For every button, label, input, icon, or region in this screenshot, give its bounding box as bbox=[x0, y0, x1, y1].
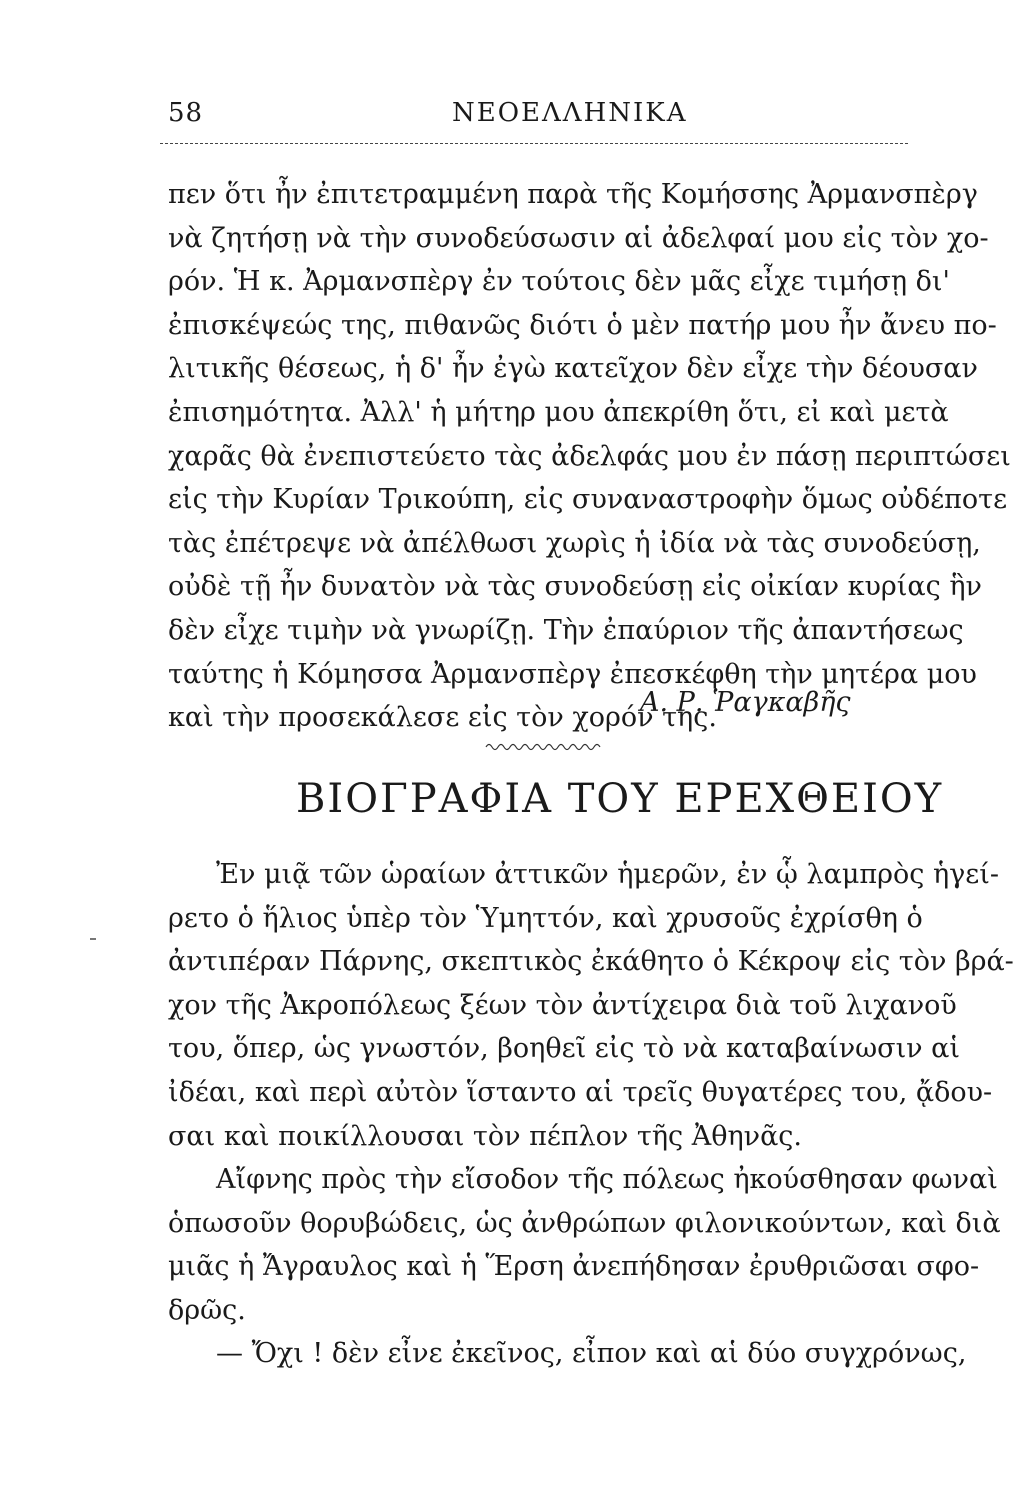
text-line: του, ὅπερ, ὡς γνωστόν, βοηθεῖ εἰς τὸ νὰ καταβαίνωσιν αἱ bbox=[168, 1033, 960, 1065]
author-signature: Α. Ρ. Ῥαγκαβῆς bbox=[640, 687, 851, 718]
section-title: ΒΙΟΓΡΑΦΙΑ ΤΟΥ ΕΡΕΧΘΕΙΟΥ bbox=[296, 776, 944, 822]
margin-mark bbox=[90, 938, 96, 940]
text-line: ἐπισημότητα. Ἀλλ' ἡ μήτηρ μου ἀπεκρίθη ὅτι, εἰ καὶ μετὰ bbox=[168, 396, 949, 428]
body-paragraph-1 bbox=[168, 853, 1014, 1158]
text-line: εἰς τὴν Κυρίαν Τρικούπη, εἰς συναναστροφὴν ὅμως οὐδέποτε bbox=[168, 484, 1008, 516]
running-head: ΝΕΟΕΛΛΗΝΙΚΑ bbox=[452, 98, 688, 128]
text-line: δὲν εἶχε τιμὴν νὰ γνωρίζῃ. Τὴν ἐπαύριον τῆς ἀπαντήσεως bbox=[168, 614, 964, 646]
text-line: ἀντιπέραν Πάρνης, σκεπτικὸς ἐκάθητο ὁ Κέκροψ εἰς τὸν βρά- bbox=[168, 946, 1014, 978]
text-line: χαρᾶς θὰ ἐνεπιστεύετο τὰς ἀδελφάς μου ἐν πάσῃ περιπτώσει bbox=[168, 440, 1011, 472]
text-line: σαι καὶ ποικίλλουσαι τὸν πέπλον τῆς Ἀθηνᾶς. bbox=[168, 1120, 803, 1152]
text-line: ἐπισκέψεώς της, πιθανῶς διότι ὁ μὲν πατήρ μου ἦν ἄνευ πο- bbox=[168, 309, 997, 341]
text-line: ρόν. Ἡ κ. Ἀρμανσπὲργ ἐν τούτοις δὲν μᾶς εἶχε τιμήσῃ δι' bbox=[168, 266, 950, 298]
text-line: μιᾶς ἡ Ἄγραυλος καὶ ἡ Ἕρση ἀνεπήδησαν ἐρυθριῶσαι σφο- bbox=[168, 1251, 980, 1283]
text-line: λιτικῆς θέσεως, ἡ δ' ἦν ἐγὼ κατεῖχον δὲν εἶχε τὴν δέουσαν bbox=[168, 353, 978, 385]
text-line: Αἴφνης πρὸς τὴν εἴσοδον τῆς πόλεως ἠκούσθησαν φωναὶ bbox=[216, 1164, 998, 1195]
text-line: πεν ὅτι ἦν ἐπιτετραμμένη παρὰ τῆς Κομήσσης Ἀρμανσπὲργ bbox=[168, 179, 978, 210]
continuation-paragraph bbox=[168, 173, 1011, 740]
page-header bbox=[160, 98, 908, 138]
header-rule bbox=[160, 143, 908, 144]
body-paragraph-3 bbox=[168, 1332, 967, 1376]
text-line: ὁπωσοῦν θορυβώδεις, ὡς ἀνθρώπων φιλονικούντων, καὶ διὰ bbox=[168, 1207, 1001, 1239]
text-line: δρῶς. bbox=[168, 1294, 246, 1326]
text-line: ἰδέαι, καὶ περὶ αὐτὸν ἵσταντο αἱ τρεῖς θυγατέρες του, ᾄδου- bbox=[168, 1076, 993, 1108]
text-line: τὰς ἐπέτρεψε νὰ ἀπέλθωσι χωρὶς ἡ ἰδία νὰ τὰς συνοδεύσῃ, bbox=[168, 527, 981, 559]
text-line: καὶ τὴν προσεκάλεσε εἰς τὸν χορόν της. bbox=[168, 702, 717, 734]
body-paragraph-2 bbox=[168, 1158, 1001, 1332]
text-line: νὰ ζητήσῃ νὰ τὴν συνοδεύσωσιν αἱ ἀδελφαί μου εἰς τὸν χο- bbox=[168, 222, 989, 254]
text-line: Ἐν μιᾷ τῶν ὡραίων ἀττικῶν ἡμερῶν, ἐν ᾧ λαμπρὸς ἡγεί- bbox=[216, 859, 999, 890]
text-line: ρετο ὁ ἥλιος ὑπὲρ τὸν Ὑμηττόν, καὶ χρυσοῦς ἐχρίσθη ὁ bbox=[168, 902, 923, 934]
text-line: — Ὄχι ! δὲν εἶνε ἐκεῖνος, εἶπον καὶ αἱ δύο συγχρόνως, bbox=[216, 1338, 967, 1369]
wavy-divider-ornament bbox=[484, 741, 604, 753]
text-line: χον τῆς Ἀκροπόλεως ξέων τὸν ἀντίχειρα διὰ τοῦ λιχανοῦ bbox=[168, 989, 957, 1021]
text-line: ταύτης ἡ Κόμησσα Ἀρμανσπὲργ ἐπεσκέφθη τὴν μητέρα μου bbox=[168, 658, 977, 690]
page-number: 58 bbox=[168, 98, 204, 128]
text-line: οὐδὲ τῇ ἦν δυνατὸν νὰ τὰς συνοδεύσῃ εἰς οἰκίαν κυρίας ἣν bbox=[168, 571, 982, 603]
